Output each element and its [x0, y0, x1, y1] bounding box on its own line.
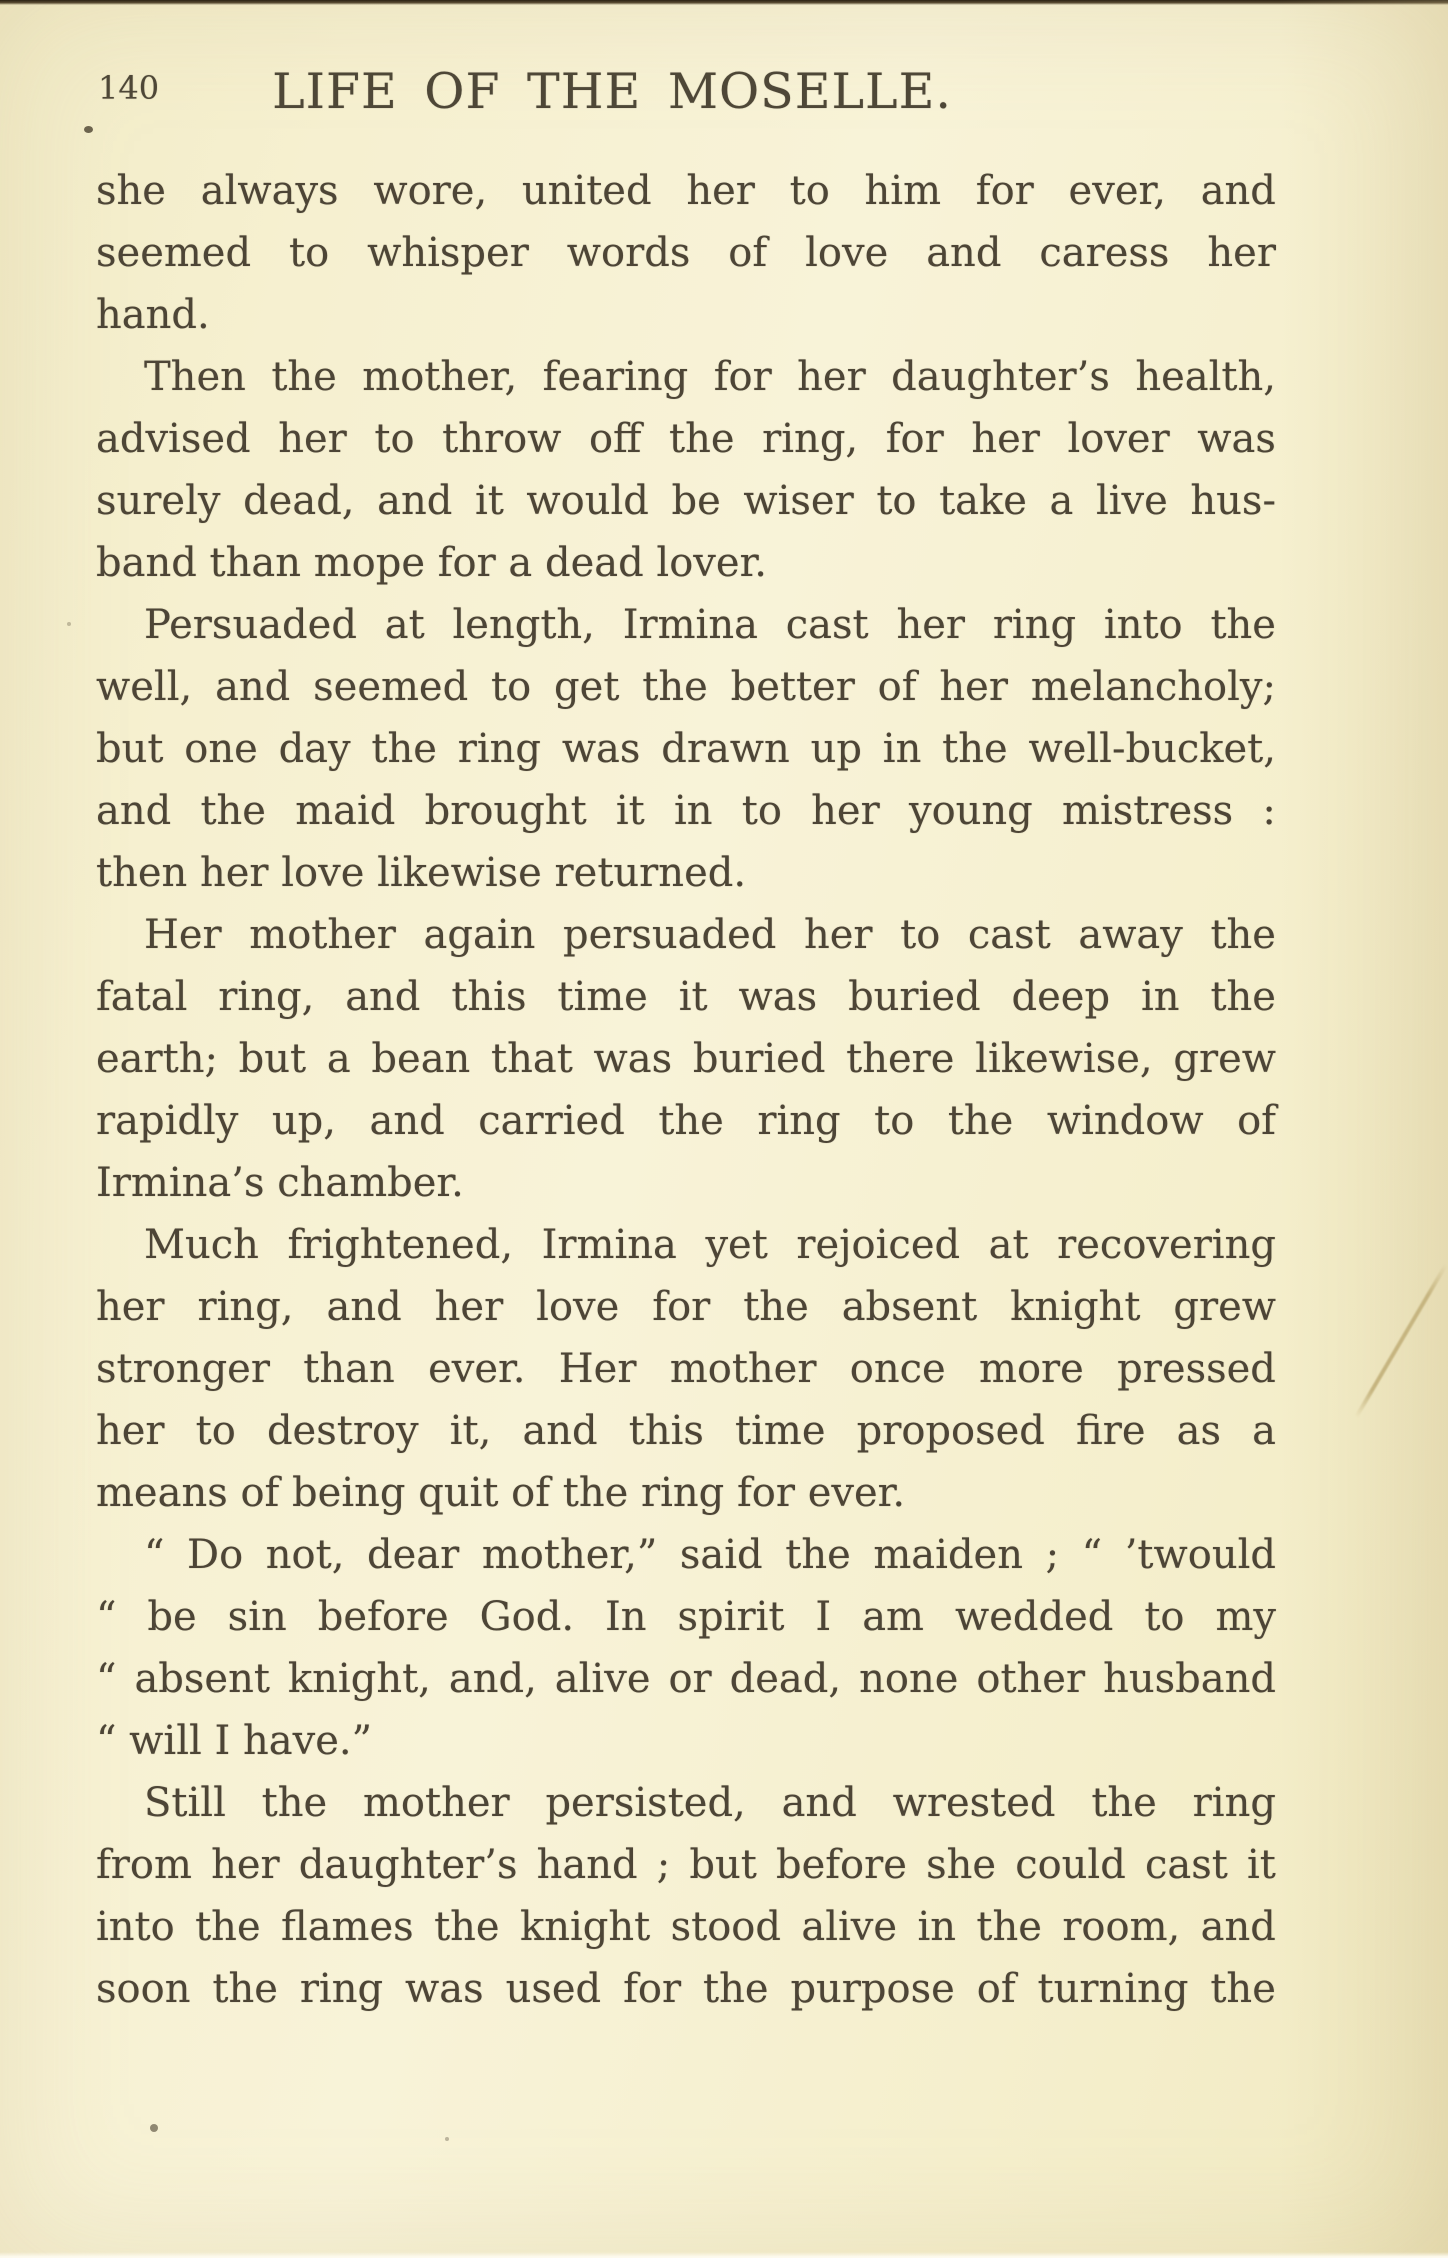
text-block [96, 160, 1276, 2020]
paragraph [96, 904, 1276, 1214]
text-line: stronger than ever. Her mother once more pressed [96, 1346, 1276, 1392]
ink-speck [84, 126, 93, 133]
text-line: “ will I have.” [96, 1718, 373, 1764]
text-line: “ absent knight, and, alive or dead, none other husband [96, 1656, 1276, 1702]
text-line: Still the mother persisted, and wrested the ring [144, 1780, 1276, 1826]
paragraph [96, 1772, 1276, 2020]
text-line: surely dead, and it would be wiser to take a live hus- [96, 478, 1276, 524]
ink-speck [445, 2137, 449, 2141]
text-line: from her daughter’s hand ; but before she could cast it [96, 1842, 1276, 1888]
text-line: her ring, and her love for the absent knight grew [96, 1284, 1276, 1330]
text-line: into the flames the knight stood alive in the room, and [96, 1904, 1276, 1950]
text-line: “ Do not, dear mother,” said the maiden ; “ ’twould [144, 1532, 1276, 1578]
ink-speck [67, 622, 71, 626]
page-right-shading [1278, 0, 1448, 2258]
running-title: LIFE OF THE MOSELLE. [272, 63, 952, 120]
paragraph [96, 160, 1276, 346]
text-line: band than mope for a dead lover. [96, 540, 768, 586]
text-line: advised her to throw off the ring, for her lover was [96, 416, 1276, 462]
page-header [0, 0, 1448, 130]
text-line: Then the mother, fearing for her daughter’s health, [144, 354, 1276, 400]
text-line: Persuaded at length, Irmina cast her ring into the [144, 602, 1276, 648]
text-line: hand. [96, 292, 210, 338]
text-line: Irmina’s chamber. [96, 1160, 464, 1206]
text-line: but one day the ring was drawn up in the well-bucket, [96, 726, 1276, 772]
text-line: means of being quit of the ring for ever. [96, 1470, 906, 1516]
scan-bottom-edge [0, 2252, 1448, 2258]
text-line: she always wore, united her to him for ever, and [96, 168, 1276, 214]
text-line: well, and seemed to get the better of her melancholy; [96, 664, 1276, 710]
text-line: rapidly up, and carried the ring to the window of [96, 1098, 1276, 1144]
paragraph [96, 1524, 1276, 1772]
text-line: then her love likewise returned. [96, 850, 747, 896]
text-line: seemed to whisper words of love and caress her [96, 230, 1276, 276]
paragraph [96, 1214, 1276, 1524]
text-line: “ be sin before God. In spirit I am wedded to my [96, 1594, 1276, 1640]
text-line: Her mother again persuaded her to cast away the [144, 912, 1276, 958]
page-number: 140 [98, 69, 160, 107]
text-line: Much frightened, Irmina yet rejoiced at recovering [144, 1222, 1276, 1268]
text-line: her to destroy it, and this time proposed fire as a [96, 1408, 1276, 1454]
ink-speck [150, 2124, 158, 2132]
paragraph [96, 594, 1276, 904]
text-line: fatal ring, and this time it was buried deep in the [96, 974, 1276, 1020]
paragraph [96, 346, 1276, 594]
text-line: and the maid brought it in to her young mistress : [96, 788, 1276, 834]
text-line: earth; but a bean that was buried there likewise, grew [96, 1036, 1276, 1082]
text-line: soon the ring was used for the purpose of turning the [96, 1966, 1276, 2012]
